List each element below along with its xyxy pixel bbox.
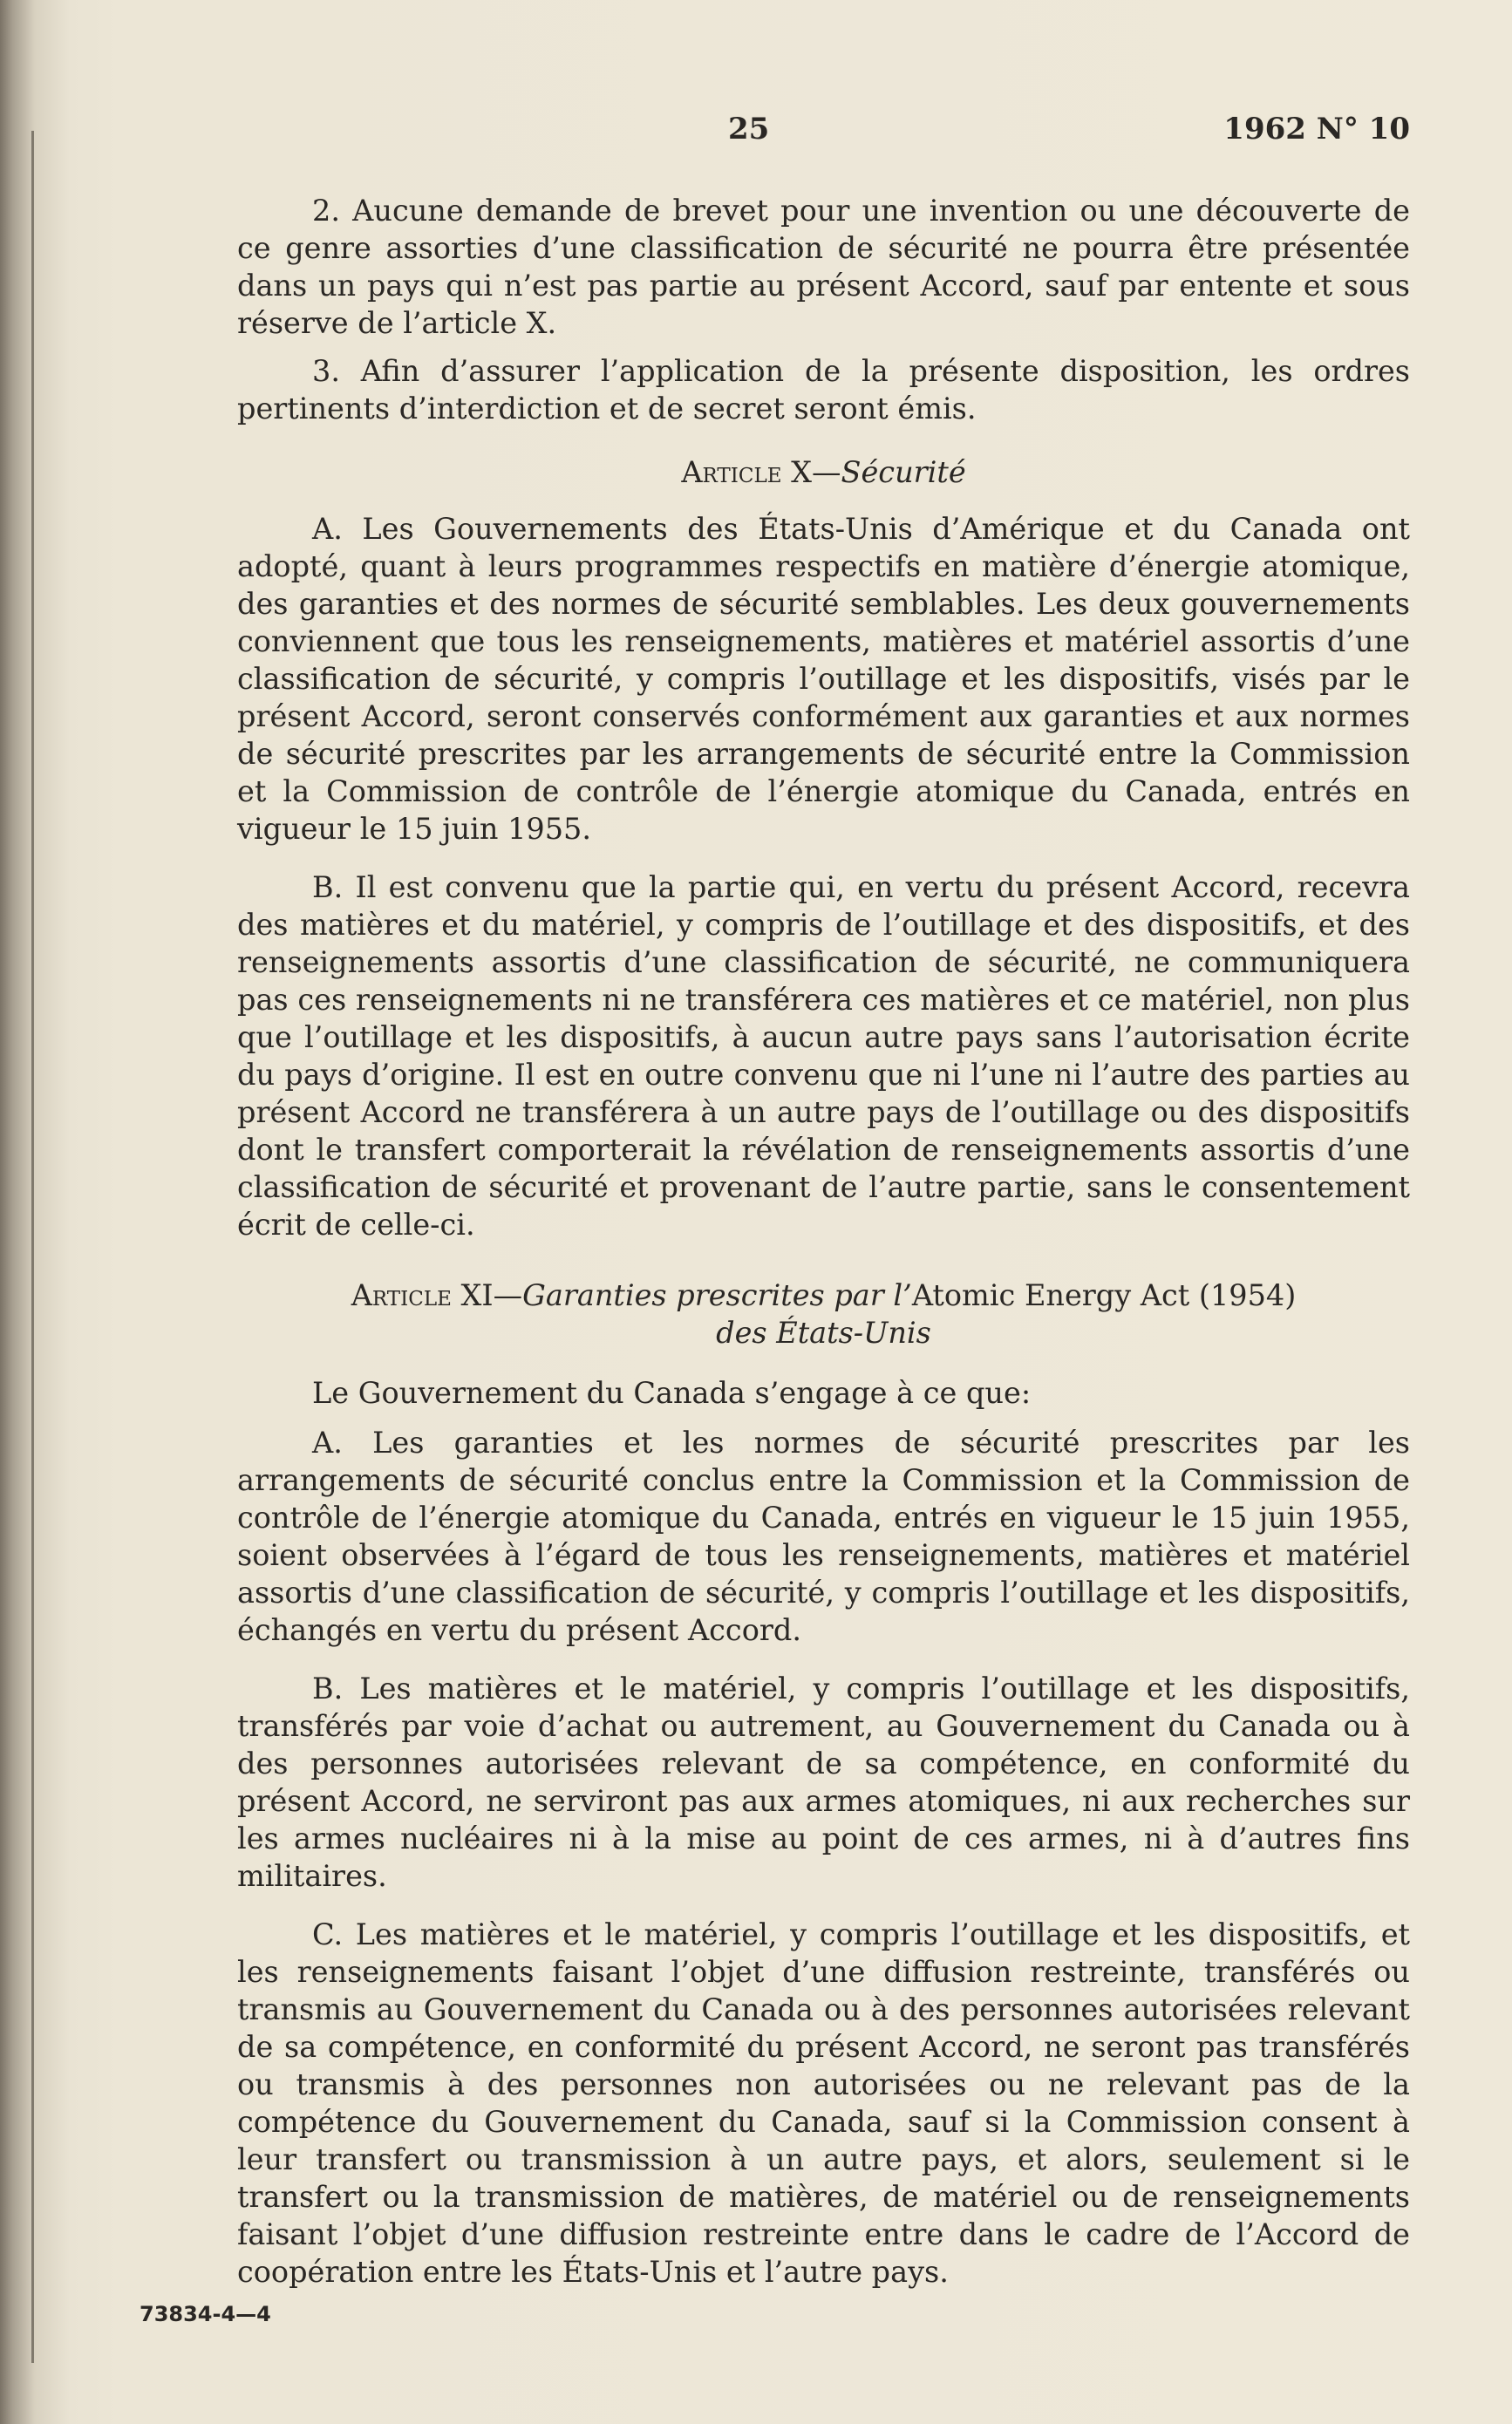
article-11-title: Garanties prescrites par l’ bbox=[522, 1278, 912, 1312]
article-10-para-a: A. Les Gouvernements des États-Unis d’Amérique et du Canada ont adopté, quant à leurs programmes respectifs en matière d’énergie atomique, des garanties et des normes de sécurité semblables. Les deux gouvernements conviennent que tous les renseignements, matières et matériel assortis d’une classification de sécurité, y compris l’outillage et les dispositifs, visés par le présent Accord, seront conservés conformément aux garanties et aux normes de sécurité prescrites par les arrangements de sécurité entre la Commission et la Commission de contrôle de l’énergie atomique du Canada, entrés en vigueur le 15 juin 1955. bbox=[237, 512, 1410, 846]
article-11-label: Article XI— bbox=[351, 1278, 523, 1312]
page-number: 25 bbox=[728, 112, 770, 146]
article-10-title: Sécurité bbox=[841, 455, 966, 489]
main-text bbox=[237, 192, 1410, 2291]
article-10-heading bbox=[237, 453, 1410, 491]
article-11-act: Atomic Energy Act bbox=[911, 1278, 1190, 1312]
section-para-2: 2. Aucune demande de brevet pour une invention ou une découverte de ce genre assorties d’une classification de sécurité ne pourra être présentée dans un pays qui n’est pas partie au présent Accord, sauf par entente et sous réserve de l’article X. bbox=[237, 194, 1410, 340]
footer-code: 73834-4—4 bbox=[140, 2302, 271, 2326]
article-11-heading-line2: des États-Unis bbox=[716, 1316, 931, 1350]
binding-edge bbox=[31, 131, 34, 2363]
document-reference: 1962 N° 10 bbox=[1223, 112, 1410, 146]
article-11-heading bbox=[237, 1277, 1410, 1314]
article-10-para-b: B. Il est convenu que la partie qui, en vertu du présent Accord, recevra des matières et du matériel, y compris de l’outillage et des dispositifs, et des renseignements assortis d’une classification de sécurité, ne communiquera pas ces renseignements ni ne transférera ces matières et ce matériel, non plus que l’outillage et les dispositifs, à aucun autre pays sans l’autorisation écrite du pays d’origine. Il est en outre convenu que ni l’une ni l’autre des parties au présent Accord ne transférera à un autre pays de l’outillage ou des dispositifs dont le transfert comporterait la révélation de renseignements assortis d’une classification de sécurité et provenant de l’autre partie, sans le consentement écrit de celle-ci. bbox=[237, 870, 1410, 1242]
section-para-3: 3. Afin d’assurer l’application de la présente disposition, les ordres pertinents d’interdiction et de secret seront émis. bbox=[237, 354, 1410, 426]
article-11-intro: Le Gouvernement du Canada s’engage à ce que: bbox=[312, 1376, 1032, 1410]
article-11-para-c: C. Les matières et le matériel, y compris l’outillage et les dispositifs, et les renseignements faisant l’objet d’une diffusion restreinte, transférés ou transmis au Gouvernement du Canada ou à des personnes autorisées relevant de sa compétence, en conformité du présent Accord, ne seront pas transférés ou transmis à des personnes non autorisées ou ne relevant pas de la compétence du Gouvernement du Canada, sauf si la Commission consent à leur transfert ou transmission à un autre pays, et alors, seulement si le transfert ou la transmission de matières, de matériel ou de renseignements faisant l’objet d’une diffusion restreinte entre dans le cadre de l’Accord de coopération entre les États-Unis et l’autre pays. bbox=[237, 1917, 1410, 2289]
article-11-year: (1954) bbox=[1189, 1278, 1297, 1312]
article-10-label: Article X— bbox=[681, 455, 841, 489]
article-11-para-b: B. Les matières et le matériel, y compris l’outillage et les dispositifs, transférés par voie d’achat ou autrement, au Gouvernement du Canada ou à des personnes autorisées relevant de sa compétence, en conformité du présent Accord, ne serviront pas aux armes atomiques, ni aux recherches sur les armes nucléaires ni à la mise au point de ces armes, ni à d’autres fins militaires. bbox=[237, 1672, 1410, 1893]
article-11-para-a: A. Les garanties et les normes de sécurité prescrites par les arrangements de sécurité conclus entre la Commission et la Commission de contrôle de l’énergie atomique du Canada, entrés en vigueur le 15 juin 1955, soient observées à l’égard de tous les renseignements, matières et matériel assortis d’une classification de sécurité, y compris l’outillage et les dispositifs, échangés en vertu du présent Accord. bbox=[237, 1426, 1410, 1647]
